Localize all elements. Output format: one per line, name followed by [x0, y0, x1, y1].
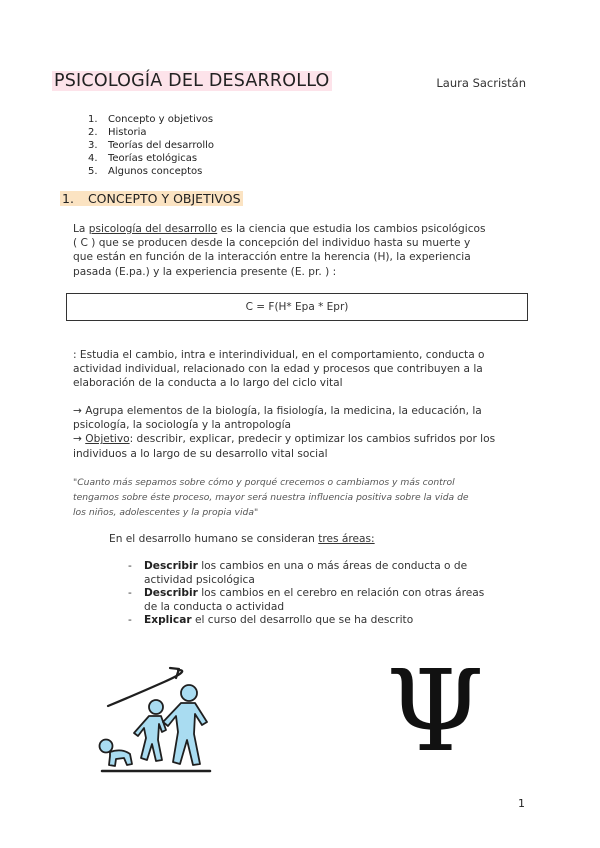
- table-of-contents: [88, 113, 214, 178]
- child-figure-icon: [134, 700, 166, 761]
- quote: "Cuanto más sepamos sobre cómo y porqué crecemos o cambiamos y más control tengamos sobre éste proceso, mayor será nuestra influencia positiva sobre la vida de los niños, adolescentes y la propia vida": [73, 477, 469, 518]
- toc-item: 4. Teorías etológicas: [88, 153, 198, 164]
- adult-figure-icon: [163, 685, 207, 765]
- definition-term: psicología del desarrollo: [88, 223, 218, 235]
- areas-list: [128, 560, 528, 628]
- human-development-illustration: [92, 664, 220, 776]
- toc-item: 2. Historia: [88, 127, 147, 138]
- psi-symbol-icon: Ψ: [386, 647, 485, 777]
- study-paragraph: : Estudia el cambio, intra e interindividual, en el comportamiento, conducta o actividad individual, relacionado con la edad y procesos que contribuyen a la elaboración de la conducta a lo largo del ciclo vital: [73, 349, 485, 390]
- groups-paragraph: → Agrupa elementos de la biología, la fisiología, la medicina, la educación, la psicología, la sociología y la antropología → Objetivo: describir, explicar, predecir y optimizar los cambios sufridos por los individuos a lo largo de su desarrollo vital social: [73, 405, 496, 460]
- list-item: - Explicar el curso del desarrollo que se ha descrito: [128, 614, 414, 627]
- growth-arrow-icon: [108, 670, 182, 706]
- page-number: 1: [518, 797, 525, 810]
- areas-intro-underlined: tres áreas:: [318, 533, 375, 545]
- author-name: Laura Sacristán: [436, 76, 526, 90]
- toc-item: 5. Algunos conceptos: [88, 166, 203, 177]
- section-heading: [60, 191, 243, 206]
- formula: C = F(H* Epa * Epr): [245, 301, 349, 313]
- definition-paragraph: La psicología del desarrollo es la ciencia que estudia los cambios psicológicos ( C ) que se producen desde la concepción del individuo hasta su muerte y que están en función de la interacción entre la herencia (H), la experiencia pasada (E.pa.) y la experiencia presente (E. pr. ) :: [73, 223, 486, 278]
- baby-figure-icon: [100, 740, 133, 767]
- toc-item: 3. Teorías del desarrollo: [88, 140, 215, 151]
- objective-label: Objetivo: [85, 433, 130, 446]
- list-item: - Describir los cambios en una o más áreas de conducta o de actividad psicológica: [128, 560, 468, 586]
- section-title: CONCEPTO Y OBJETIVOS: [87, 191, 241, 206]
- formula-box: [66, 293, 528, 321]
- areas-intro: En el desarrollo humano se consideran tres áreas:: [109, 533, 375, 545]
- toc-item: 1. Concepto y objetivos: [88, 114, 214, 125]
- list-item: - Describir los cambios en el cerebro en relación con otras áreas de la conducta o actividad: [128, 587, 485, 613]
- section-number: 1.: [62, 191, 74, 206]
- page-title: PSICOLOGÍA DEL DESARROLLO: [54, 71, 330, 91]
